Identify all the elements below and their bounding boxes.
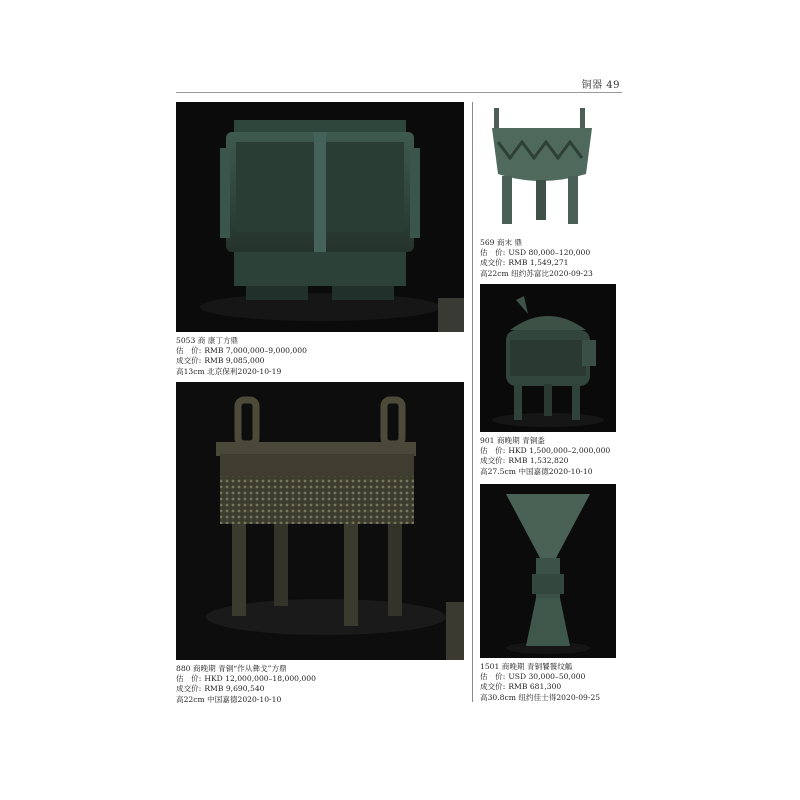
- estimate-label: 估 价:: [176, 346, 202, 356]
- detail-row: 高13cm 北京保利2020-10-19: [176, 366, 282, 376]
- sold-row: [176, 356, 307, 366]
- object-name: 青铜“作从彝戈”方鼎: [218, 664, 287, 673]
- estimate-value: USD 80,000–120,000: [508, 248, 591, 258]
- estimate-label: 估 价:: [480, 248, 506, 258]
- period: 商晚期: [501, 662, 525, 671]
- sold-value: RMB 681,300: [508, 682, 562, 692]
- estimate-row: [480, 446, 610, 456]
- estimate-label: 估 价:: [480, 672, 506, 682]
- sold-label: 成交价:: [176, 356, 202, 366]
- sold-value: RMB 1,532,820: [508, 456, 569, 466]
- period: 商晚期: [496, 436, 520, 445]
- estimate-row: [176, 346, 307, 356]
- sold-row: [480, 682, 600, 692]
- detail-row: 高22cm 纽约苏富比2020-09-23: [480, 268, 593, 278]
- sold-label: 成交价:: [176, 684, 202, 694]
- sold-value: RMB 1,549,271: [508, 258, 569, 268]
- period: 商末: [496, 238, 513, 247]
- estimate-row: [480, 672, 600, 682]
- estimate-label: 估 价:: [480, 446, 506, 456]
- sold-row: [480, 456, 610, 466]
- lot-number: 5053: [176, 336, 196, 345]
- caption-lot-569: [480, 238, 593, 279]
- caption-title: [480, 662, 600, 672]
- photo-square-ding-5053: [176, 102, 464, 332]
- sold-label: 成交价:: [480, 258, 506, 268]
- sold-label: 成交价:: [480, 682, 506, 692]
- page-number: 49: [606, 80, 620, 91]
- object-name: 青铜盉: [522, 436, 545, 445]
- object-name: 青铜饕餮纹觚: [526, 662, 573, 671]
- period: 商: [197, 336, 206, 345]
- caption-title: [176, 664, 316, 674]
- estimate-row: [480, 248, 593, 258]
- estimate-value: HKD 12,000,000–18,000,000: [204, 674, 316, 684]
- lot-number: 1501: [480, 662, 500, 671]
- header-rule: [176, 92, 622, 93]
- lot-number: 901: [480, 436, 495, 445]
- caption-lot-880: [176, 664, 316, 705]
- detail-row: 高22cm 中国嘉德2020-10-10: [176, 694, 282, 704]
- caption-lot-901: [480, 436, 610, 477]
- object-name: 康丁方鼎: [207, 336, 239, 345]
- estimate-row: [176, 674, 316, 684]
- caption-title: [480, 436, 610, 446]
- lot-number: 880: [176, 664, 191, 673]
- lot-number: 569: [480, 238, 495, 247]
- photo-he-vessel-901: [480, 284, 616, 432]
- sold-row: [480, 258, 593, 268]
- photo-tripod-ding-569: [480, 102, 616, 234]
- estimate-label: 估 价:: [176, 674, 202, 684]
- caption-title: [176, 336, 307, 346]
- period: 商晚期: [192, 664, 216, 673]
- caption-title: [480, 238, 593, 248]
- running-header: [582, 76, 620, 91]
- caption-lot-5053: [176, 336, 307, 377]
- column-divider: [472, 102, 473, 702]
- detail-row: 高30.8cm 纽约佳士得2020-09-25: [480, 692, 601, 702]
- caption-lot-1501: [480, 662, 600, 703]
- section-title: 铜器: [581, 80, 603, 91]
- estimate-value: HKD 1,500,000–2,000,000: [508, 446, 611, 456]
- sold-value: RMB 9,690,540: [204, 684, 265, 694]
- photo-rect-ding-880: [176, 382, 464, 660]
- sold-value: RMB 9,085,000: [204, 356, 265, 366]
- sold-label: 成交价:: [480, 456, 506, 466]
- sold-row: [176, 684, 316, 694]
- detail-row: 高27.5cm 中国嘉德2020-10-10: [480, 466, 593, 476]
- photo-gu-vessel-1501: [480, 484, 616, 658]
- object-name: 鼎: [514, 238, 523, 247]
- estimate-value: RMB 7,000,000–9,000,000: [204, 346, 307, 356]
- estimate-value: USD 30,000–50,000: [508, 672, 586, 682]
